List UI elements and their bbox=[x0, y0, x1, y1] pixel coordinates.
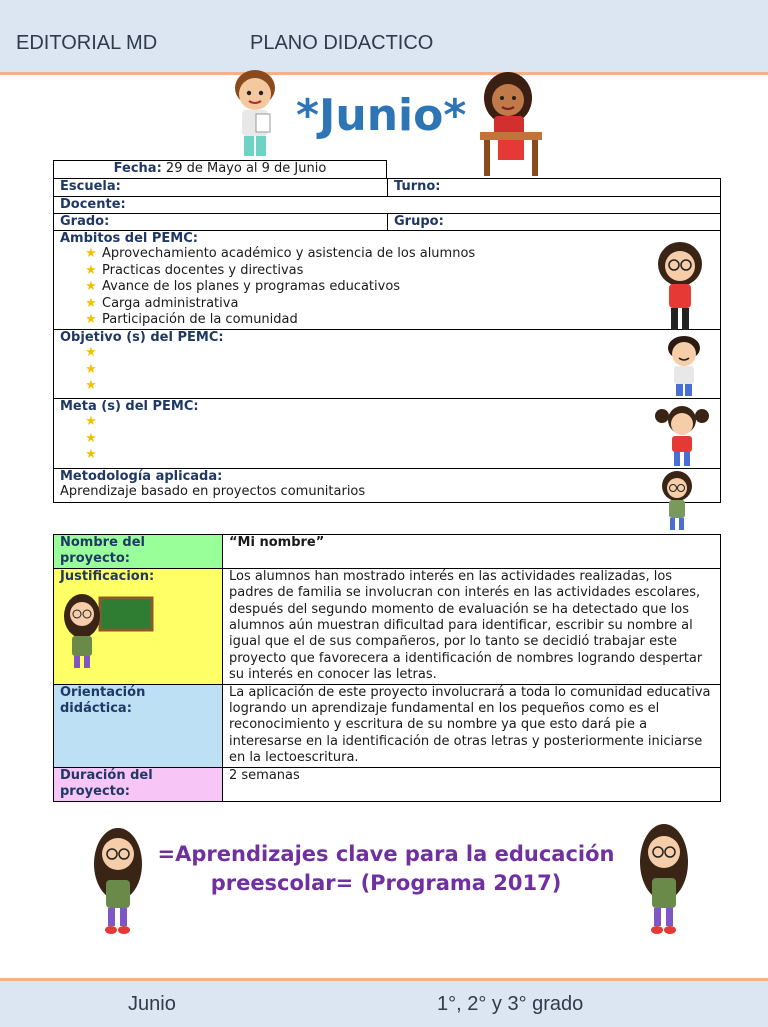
metodologia-label: Metodología aplicada: bbox=[60, 469, 223, 484]
star-icon: ★ bbox=[85, 430, 97, 446]
objetivo-label: Objetivo (s) del PEMC: bbox=[60, 330, 224, 345]
grupo-label: Grupo: bbox=[394, 214, 444, 229]
girl-glasses-right-illustration bbox=[634, 822, 694, 938]
duracion-label-cell bbox=[54, 767, 223, 801]
fecha-label: Fecha: bbox=[113, 161, 162, 176]
justificacion-label: Justificacion: bbox=[60, 568, 155, 584]
metodologia-value: Aprendizaje basado en proyectos comunitarios bbox=[60, 484, 366, 499]
star-icon: ★ bbox=[85, 262, 97, 278]
ambito-item: ★ Avance de los planes y programas educativos bbox=[60, 279, 714, 296]
meta-cell bbox=[54, 399, 721, 469]
header-bar bbox=[0, 0, 768, 75]
info-table bbox=[53, 178, 721, 503]
ambito-item: ★ Carga administrativa bbox=[60, 296, 714, 313]
boy-clipboard-illustration bbox=[226, 66, 284, 160]
star-icon: ★ bbox=[85, 246, 97, 261]
star-icon: ★ bbox=[85, 345, 97, 360]
orientacion-value: La aplicación de este proyecto involucrará a toda lo comunidad educativa logrando un aprendizaje fundamental en los pequeños como es el reconocimiento y escritura de su nombre ya que esto dará pie a interesarse en la identificación de otras letras y posteriormente iniciarse en la lectoescritura. bbox=[223, 684, 721, 767]
closing-line-1: =Aprendizajes clave para la educación bbox=[157, 842, 615, 866]
duracion-label: Duración del proyecto: bbox=[60, 767, 153, 800]
justificacion-value: Los alumnos han mostrado interés en las actividades realizadas, los padres de familia se involucran con interés en las actividades escolares, después del segundo momento de evaluación se ha detectado que los alumnos aún muestran dificultad para identificar, escribir su nombre al igual que el de sus compañeros, por lo tanto se decidió trabajar este proyecto que favorecera a identificación de nombres logrando despertar su interés en conocer las letras. bbox=[223, 568, 721, 684]
boy-illustration bbox=[664, 334, 704, 398]
nombre-label-cell bbox=[54, 535, 223, 569]
escuela-label: Escuela: bbox=[60, 179, 121, 194]
star-icon: ★ bbox=[85, 447, 97, 463]
star-icon: ★ bbox=[85, 295, 97, 311]
ambito-item: ★ Aprovechamiento académico y asistencia de los alumnos bbox=[60, 246, 714, 263]
orientacion-label-cell bbox=[54, 684, 223, 767]
footer-grades: 1°, 2° y 3° grado bbox=[437, 993, 584, 1015]
fecha-table bbox=[53, 160, 387, 179]
star-icon: ★ bbox=[85, 378, 97, 394]
ambito-item: ★ Practicas docentes y directivas bbox=[60, 263, 714, 280]
teacher-chalkboard-illustration bbox=[60, 590, 154, 670]
grado-label: Grado: bbox=[60, 214, 110, 229]
footer-month: Junio bbox=[128, 993, 176, 1015]
page-title: *Junio* bbox=[296, 90, 467, 141]
closing-line-2: preescolar= (Programa 2017) bbox=[210, 871, 562, 895]
star-icon: ★ bbox=[85, 312, 97, 328]
ambito-item: ★ Participación de la comunidad bbox=[60, 312, 714, 329]
fecha-value: 29 de Mayo al 9 de Junio bbox=[165, 161, 327, 176]
turno-label: Turno: bbox=[394, 179, 441, 194]
nombre-label: Nombre del proyecto: bbox=[60, 535, 145, 567]
objetivo-cell bbox=[54, 330, 721, 399]
girl-at-desk-illustration bbox=[476, 70, 546, 178]
orientacion-label: Orientación didáctica: bbox=[60, 684, 146, 717]
ambitos-cell bbox=[54, 231, 721, 330]
girl-glasses-small-illustration bbox=[660, 470, 694, 532]
ambitos-label: Ambitos del PEMC: bbox=[60, 231, 198, 246]
nombre-value: “Mi nombre” bbox=[223, 535, 721, 569]
duracion-value: 2 semanas bbox=[223, 767, 721, 801]
girl-glasses-illustration bbox=[655, 240, 705, 332]
closing-text bbox=[140, 840, 632, 898]
docente-label: Docente: bbox=[60, 197, 126, 212]
metodologia-cell bbox=[54, 469, 721, 503]
header-editorial: EDITORIAL MD bbox=[16, 32, 158, 54]
star-icon: ★ bbox=[85, 279, 97, 295]
girl-pigtails-illustration bbox=[654, 402, 710, 468]
star-icon: ★ bbox=[85, 361, 97, 377]
star-icon: ★ bbox=[85, 414, 97, 429]
header-plano: PLANO DIDACTICO bbox=[250, 32, 434, 54]
footer-bar bbox=[0, 978, 768, 1027]
meta-label: Meta (s) del PEMC: bbox=[60, 399, 199, 414]
